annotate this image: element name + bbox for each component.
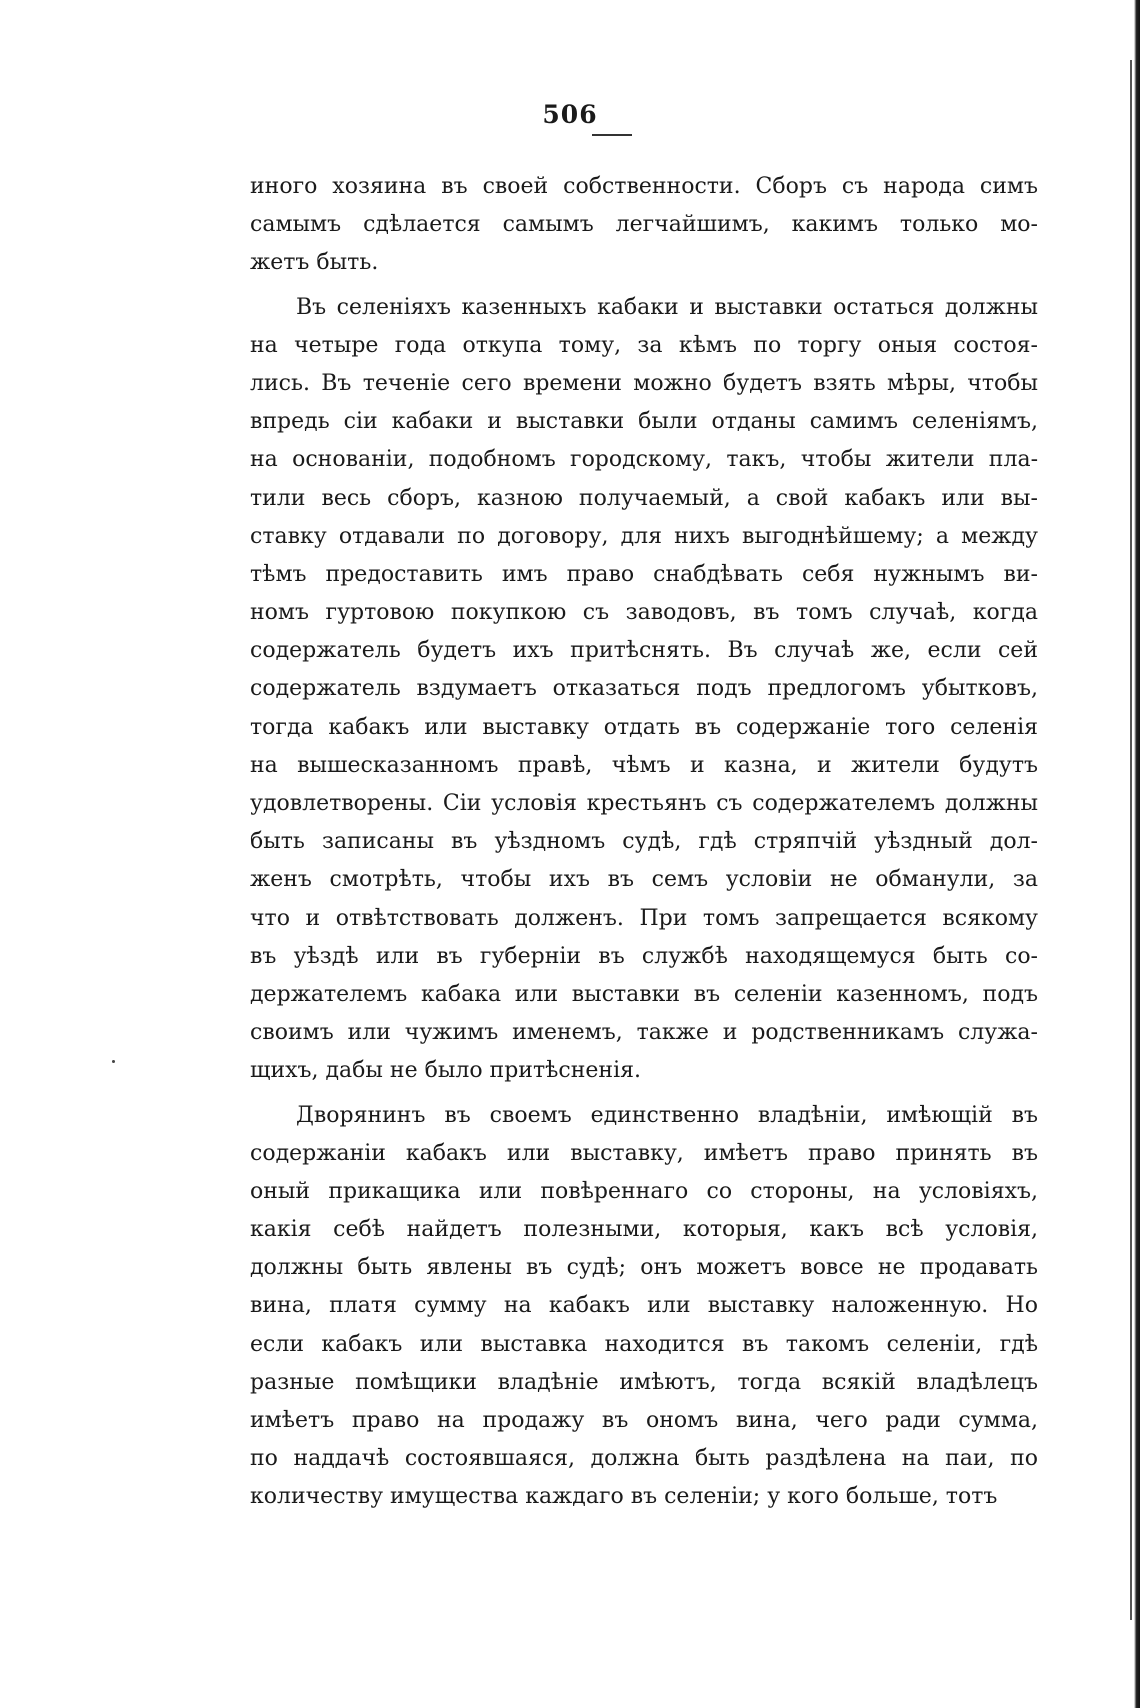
body-text (250, 168, 1038, 1517)
text-line: содержатель вздумаетъ отказаться подъ предлогомъ убытковъ, (250, 676, 1038, 702)
paragraph (250, 289, 1038, 1091)
text-line: удовлетворены. Сіи условія крестьянъ съ содержателемъ должны (250, 791, 1038, 816)
text-line: по наддачѣ состоявшаяся, должна быть раздѣлена на паи, по (250, 1446, 1038, 1472)
text-line: Дворянинъ въ своемъ единственно владѣніи, имѣющій въ (296, 1102, 1038, 1128)
text-line: женъ смотрѣть, чтобы ихъ въ семъ условіи не обманули, за (250, 867, 1038, 893)
text-line: лись. Въ теченіе сего времени можно будетъ взять мѣры, чтобы (250, 370, 1038, 396)
scan-edge-line (1130, 60, 1132, 1620)
text-line: на основаніи, подобномъ городскому, такъ, чтобы жители пла- (250, 447, 1038, 473)
page-number: 506 (542, 100, 598, 129)
page-number-rule (592, 134, 632, 136)
paragraph (250, 1097, 1038, 1517)
text-line: иного хозяина въ своей собственности. Сборъ съ народа симъ (250, 174, 1038, 199)
text-line: количеству имущества каждаго въ селеніи; у кого больше, тотъ (250, 1484, 998, 1510)
scan-edge-border (1134, 0, 1140, 1708)
text-line: на четыре года откупа тому, за кѣмъ по торгу оныя состоя- (250, 332, 1038, 358)
scan-speck (112, 1060, 115, 1063)
text-line: разные помѣщики владѣніе имѣютъ, тогда всякій владѣлецъ (250, 1369, 1038, 1395)
text-line: имѣетъ право на продажу въ ономъ вина, чего ради сумма, (250, 1408, 1038, 1433)
text-line: содержатель будетъ ихъ притѣснять. Въ случаѣ же, если сей (250, 638, 1038, 664)
text-line: Въ селеніяхъ казенныхъ кабаки и выставки остаться должны (296, 294, 1038, 320)
text-line: жетъ быть. (250, 250, 379, 276)
paragraph (250, 168, 1038, 283)
text-line: содержаніи кабакъ или выставку, имѣетъ право принять въ (250, 1140, 1038, 1166)
text-line: самымъ сдѣлается самымъ легчайшимъ, какимъ только мо- (250, 212, 1038, 238)
text-line: должны быть явлены въ судѣ; онъ можетъ вовсе не продавать (250, 1255, 1038, 1281)
text-line: держателемъ кабака или выставки въ селеніи казенномъ, подъ (250, 981, 1038, 1007)
text-line: если кабакъ или выставка находится въ такомъ селеніи, гдѣ (250, 1331, 1038, 1357)
text-line: вина, платя сумму на кабакъ или выставку наложенную. Но (250, 1293, 1038, 1319)
text-line: оный прикащика или повѣреннаго со стороны, на условіяхъ, (250, 1178, 1038, 1204)
text-line: своимъ или чужимъ именемъ, также и родственникамъ служа- (250, 1020, 1038, 1046)
text-line: что и отвѣтствовать долженъ. При томъ запрещается всякому (250, 905, 1038, 931)
text-line: тили весь сборъ, казною получаемый, а свой кабакъ или вы- (250, 485, 1038, 511)
text-line: быть записаны въ уѣздномъ судѣ, гдѣ стряпчій уѣздный дол- (250, 829, 1038, 855)
text-line: впредь сіи кабаки и выставки были отданы самимъ селеніямъ, (250, 409, 1038, 435)
text-line: какія себѣ найдетъ полезными, которыя, какъ всѣ условія, (250, 1217, 1038, 1243)
text-line: тогда кабакъ или выставку отдать въ содержаніе того селенія (250, 714, 1038, 740)
text-line: на вышесказанномъ правѣ, чѣмъ и казна, и жители будутъ (250, 752, 1038, 778)
text-line: тѣмъ предоставить имъ право снабдѣвать себя нужнымъ ви- (250, 561, 1038, 587)
text-line: ставку отдавали по договору, для нихъ выгоднѣйшему; а между (250, 523, 1038, 549)
text-line: щихъ, дабы не было притѣсненія. (250, 1058, 641, 1084)
text-line: въ уѣздѣ или въ губерніи въ службѣ находящемуся быть со- (250, 943, 1038, 969)
text-line: номъ гуртовою покупкою съ заводовъ, въ томъ случаѣ, когда (250, 600, 1038, 626)
